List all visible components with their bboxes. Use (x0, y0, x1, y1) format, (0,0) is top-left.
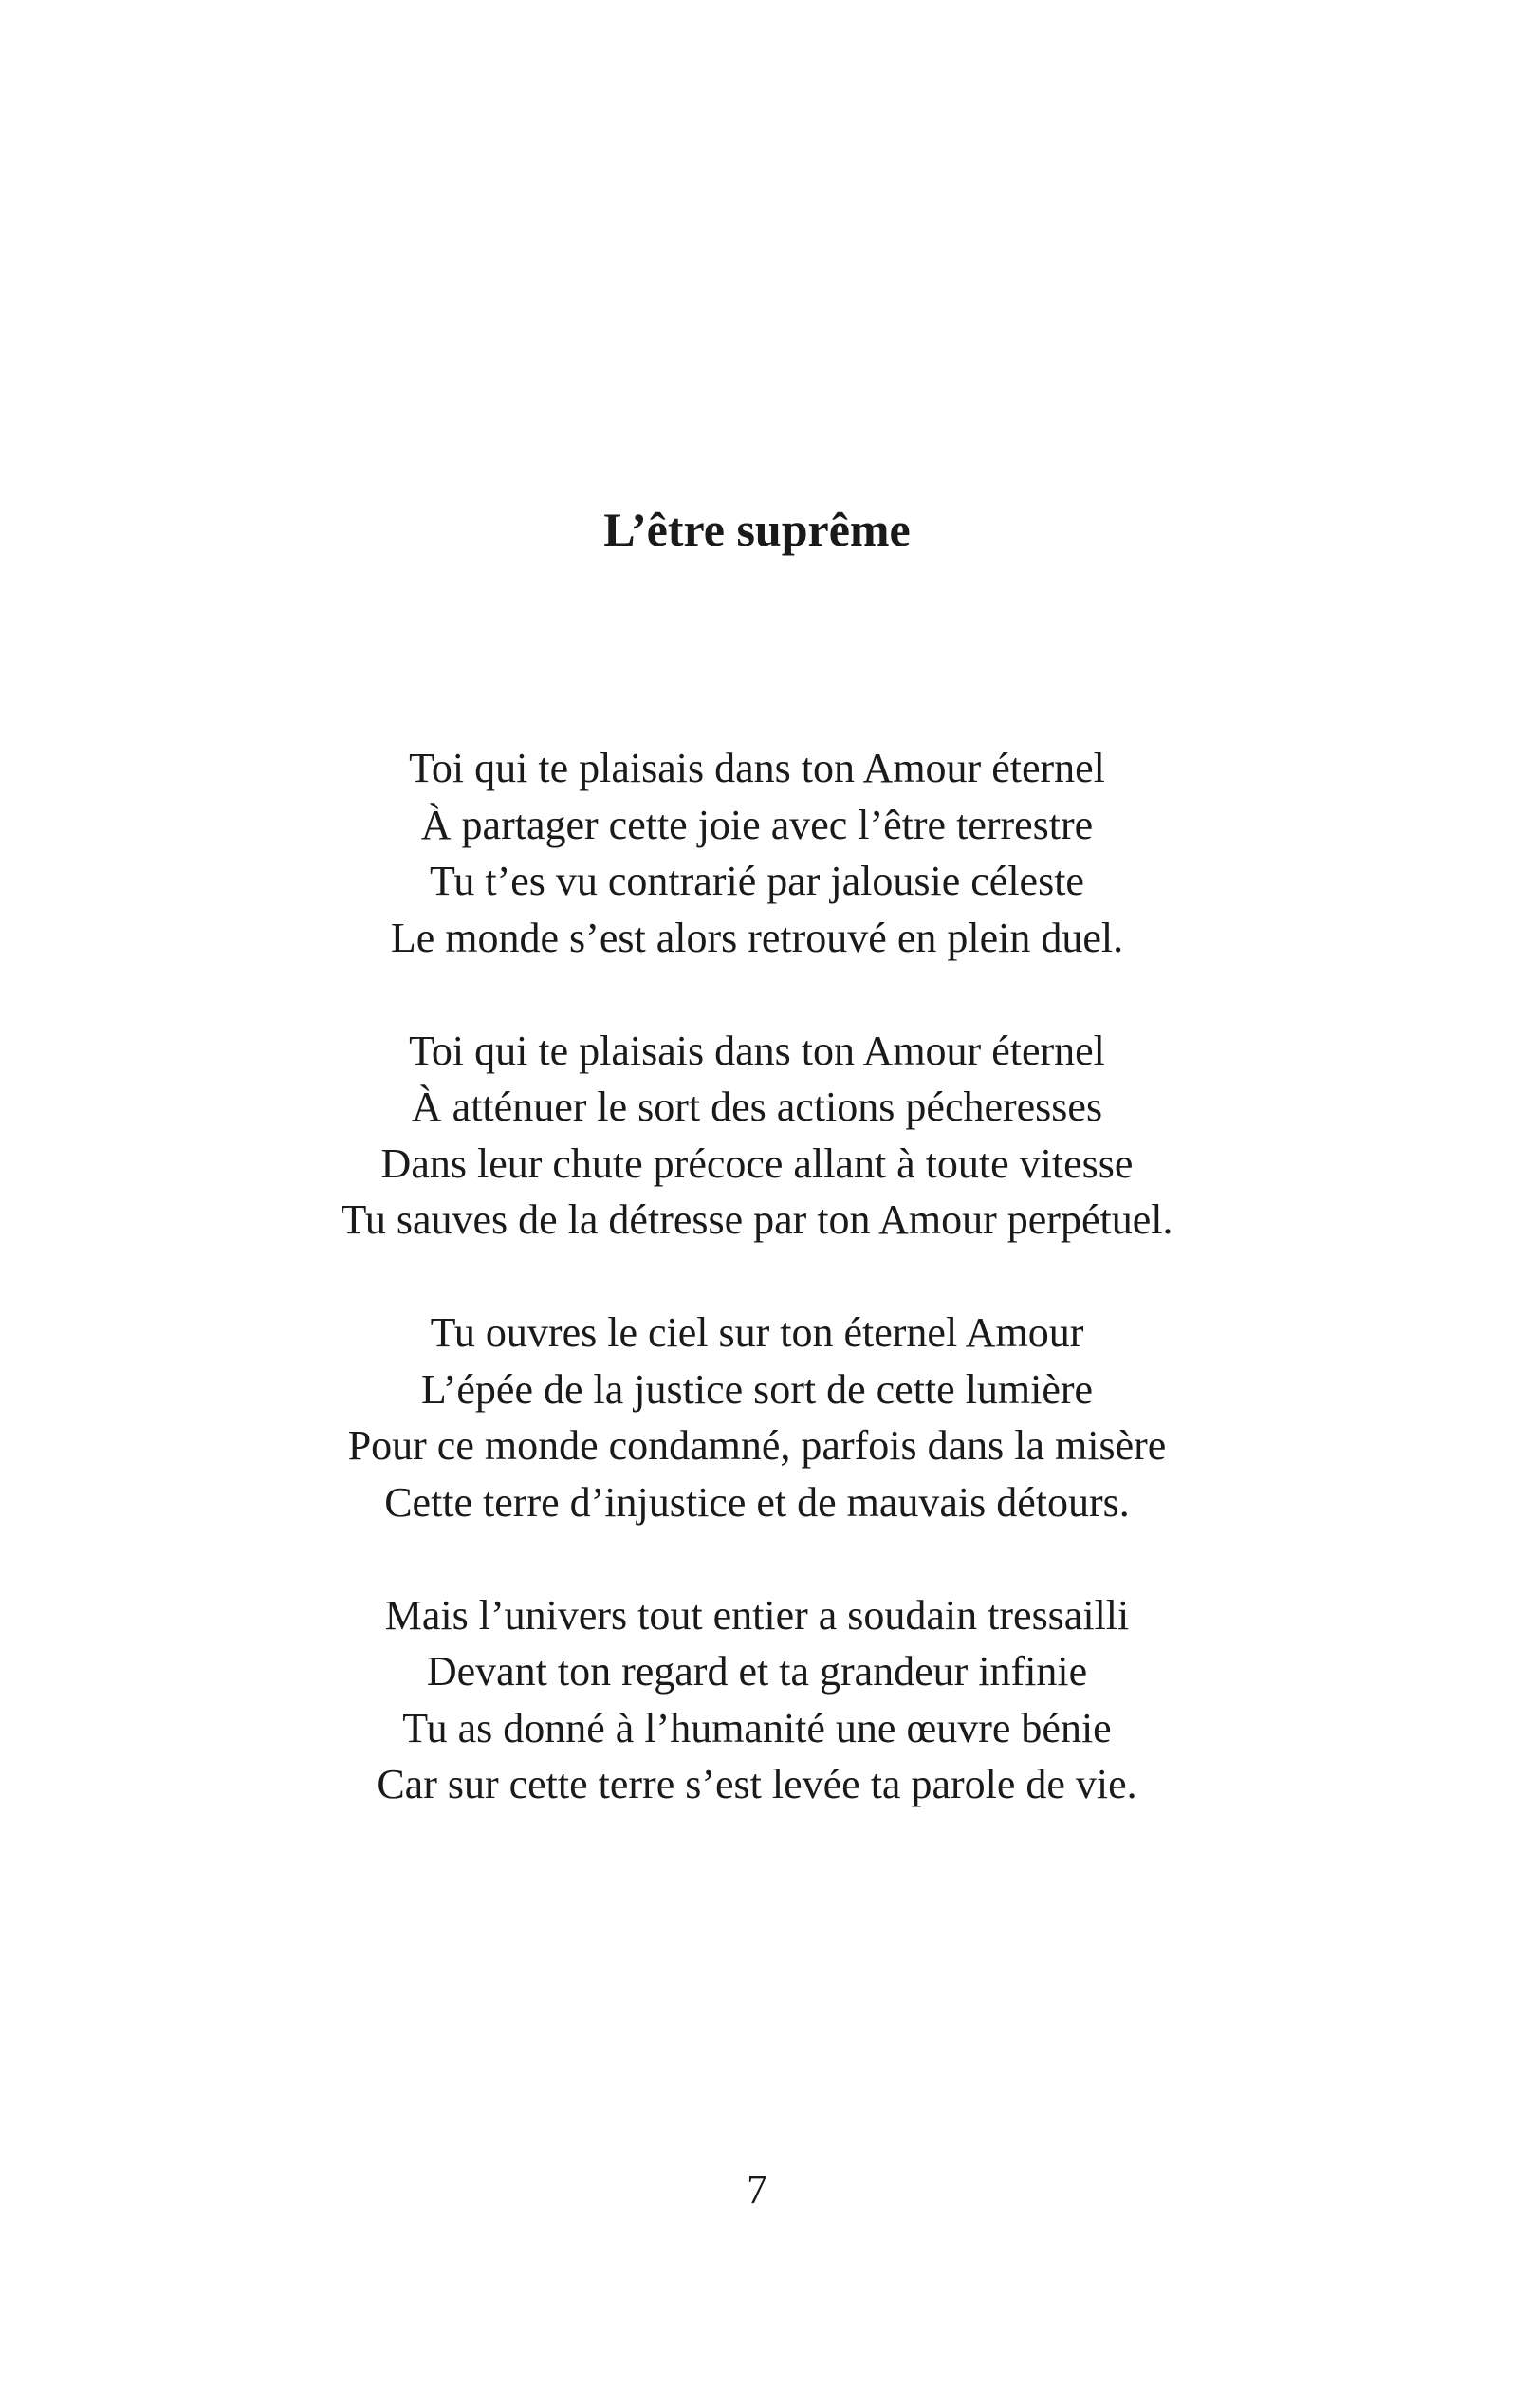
poem-body (0, 740, 1514, 1813)
verse: Mais l’univers tout entier a soudain tressailli (384, 1591, 1130, 1639)
verse: Tu ouvres le ciel sur ton éternel Amour (430, 1309, 1084, 1356)
verse: Pour ce monde condamné, parfois dans la misère (347, 1422, 1167, 1469)
verse: L’épée de la justice sort de cette lumière (420, 1365, 1094, 1413)
verse: Le monde s’est alors retrouvé en plein duel. (390, 914, 1124, 961)
verse: Toi qui te plaisais dans ton Amour éternel (409, 745, 1105, 791)
verse: À atténuer le sort des actions pécheresses (411, 1084, 1103, 1130)
page-number: 7 (747, 2166, 767, 2213)
verse: Dans leur chute précoce allant à toute vitesse (380, 1139, 1134, 1187)
verse: À partager cette joie avec l’être terrestre (420, 801, 1094, 848)
stanza-3 (0, 1305, 1514, 1530)
verse: Tu as donné à l’humanité une œuvre bénie (402, 1704, 1112, 1751)
verse: Car sur cette terre s’est levée ta parole de vie. (377, 1761, 1137, 1807)
verse: Devant ton regard et ta grandeur infinie (426, 1648, 1088, 1695)
stanza-4 (0, 1587, 1514, 1813)
stanza-1 (0, 740, 1514, 966)
verse: Tu sauves de la détresse par ton Amour perpétuel. (341, 1196, 1173, 1243)
verse: Toi qui te plaisais dans ton Amour éternel (409, 1027, 1105, 1074)
stanza-2 (0, 1023, 1514, 1249)
verse: Cette terre d’injustice et de mauvais détours. (384, 1478, 1130, 1526)
verse: Tu t’es vu contrarié par jalousie céleste (430, 858, 1084, 904)
poem-title: L’être suprême (603, 503, 911, 556)
